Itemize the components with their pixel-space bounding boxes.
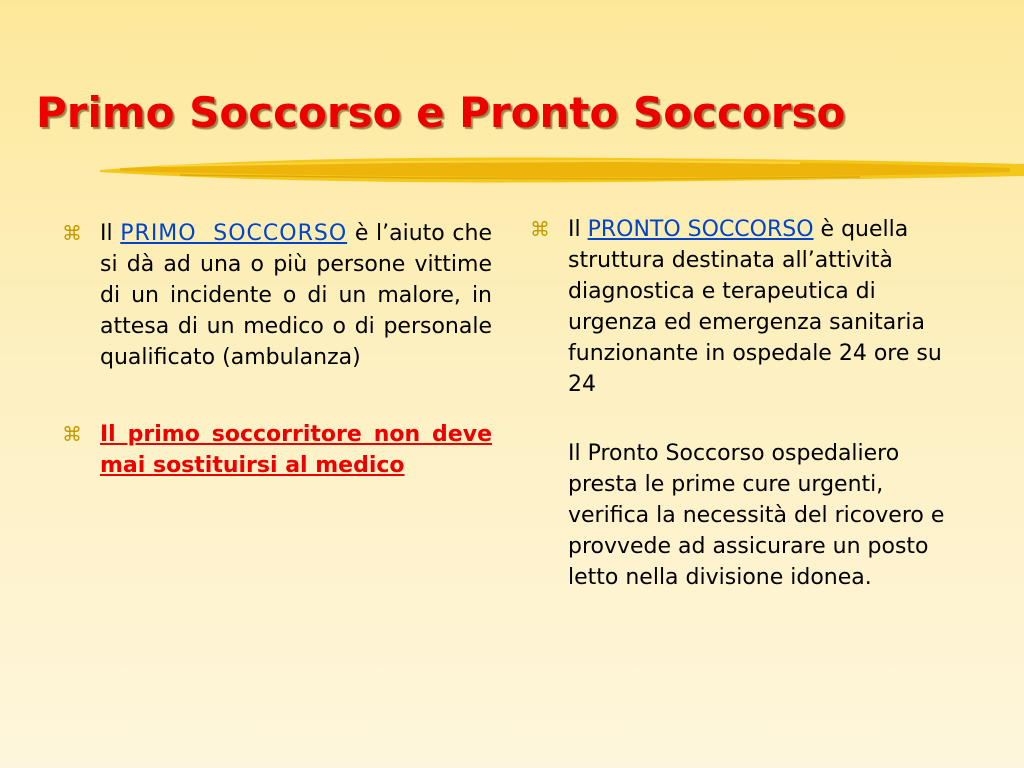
primo-soccorso-definition xyxy=(100,218,492,373)
list-item-pronto-soccorso xyxy=(530,214,950,400)
list-item-primo-soccorso xyxy=(62,218,492,373)
left-column xyxy=(62,218,492,481)
slide-title: Primo Soccorso e Pronto Soccorso xyxy=(36,88,846,137)
pronto-soccorso-link[interactable]: PRONTO SOCCORSO xyxy=(587,217,814,242)
pronto-soccorso-description xyxy=(530,438,950,593)
definition-prefix: Il xyxy=(100,221,121,246)
definition-text: è quella struttura destinata all’attività diagnostica e terapeutica di urgenza ed emergenza sanitaria funzionante in ospedale 24 ore su 24 xyxy=(568,217,942,397)
pronto-soccorso-definition xyxy=(568,214,950,400)
right-column xyxy=(530,214,950,593)
list-item-warning xyxy=(62,419,492,481)
brush-stroke-divider xyxy=(100,150,1024,190)
definition-prefix: Il xyxy=(568,217,588,242)
definition-text: è l’aiuto che si dà ad una o più persone vittime di un incidente o di un malore, in attesa di un medico o di personale qualificato (ambulanza) xyxy=(100,221,492,370)
bullet-icon: ⌘ xyxy=(62,422,82,446)
description-text: Il Pronto Soccorso ospedaliero presta le prime cure urgenti, verifica la necessità del ricovero e provvede ad assicurare un posto letto nella divisione idonea. xyxy=(568,441,945,590)
bullet-icon: ⌘ xyxy=(62,221,82,245)
bullet-icon: ⌘ xyxy=(530,217,550,241)
primo-soccorso-link[interactable]: PRIMO SOCCORSO xyxy=(120,221,348,246)
warning-text: Il primo soccorritore non deve mai sostituirsi al medico xyxy=(100,422,492,478)
